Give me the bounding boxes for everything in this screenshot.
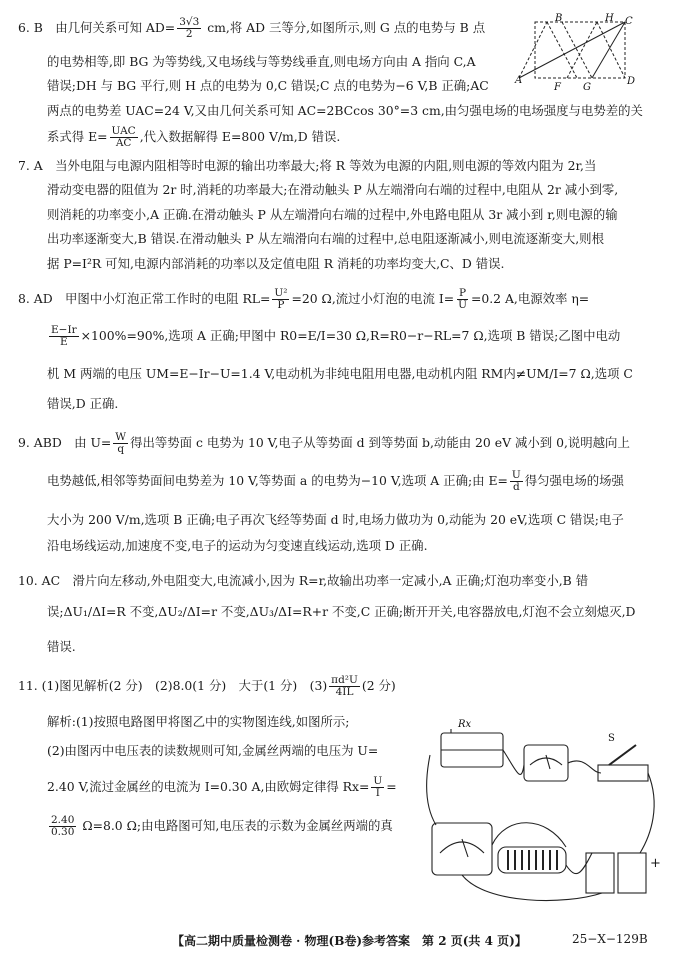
fraction [110,126,138,149]
answer-11-line-2: 解析:(1)按照电路图甲将图乙中的实物图连线,如图所示; [47,714,350,729]
fraction [49,325,79,348]
text-segment: (2 分) [361,678,396,693]
fraction-numerator: UAC [111,125,136,137]
answer-8-line-1 [18,288,589,311]
answer-7-line-5: 据 P=I²R 可知,电源内部消耗的功率以及定值电阻 R 消耗的功率均变大,C、D 错误. [47,256,505,271]
text-segment: ,代入数据解得 E=800 V/m,D 错误. [139,129,341,144]
fraction-numerator: U² [274,287,288,299]
answer-6-line-4: 两点的电势差 UAC=24 V,又由几何关系可知 AC=2BCcos 30°=3 cm,由匀强电场的电场强度与电势差的关 [47,103,643,118]
text-segment: =0.2 A,电源效率 η= [470,291,590,306]
text-segment: 2.40 V,流过金属丝的电流为 I=0.30 A,由欧姆定律得 Rx= [47,779,370,794]
circuit-apparatus-figure [426,715,661,915]
label-rx: Rx [458,719,472,730]
text-segment: 得匀强电场的场强 [524,473,624,488]
answer-8-line-2 [47,325,620,348]
text-segment: ×100%=90%,选项 A 正确;甲图中 R0=E/I=30 Ω,R=R0−r−RL=7 Ω,选项 B 错误;乙图中电动 [80,328,621,343]
answer-11-line-1 [18,675,396,698]
answer-8-line-4: 错误,D 正确. [47,396,119,411]
answer-9-line-4: 沿电场线运动,加速度不变,电子的运动为匀变速直线运动,选项 D 正确. [47,538,428,553]
answer-6-line-1 [18,17,485,40]
fraction-numerator: E−Ir [51,324,77,336]
label-h: H [605,13,614,24]
answer-11-line-4 [47,776,397,799]
fraction-numerator: 3√3 [179,16,200,28]
fraction [456,288,469,311]
answer-7-line-3: 则消耗的功率变小,A 正确.在滑动触头 P 从左端滑向右端的过程中,外电路电阻从 3r 减小到 r,则电源的输 [47,207,618,222]
fraction-denominator: q [117,443,125,455]
text-segment: Ω=8.0 Ω;由电路图可知,电压表的示数为金属丝两端的真 [78,818,393,833]
fraction [272,288,289,311]
fraction-numerator: U [373,775,383,787]
equipotential-diagram [517,12,642,92]
fraction [49,815,76,838]
page-footer-code: 25−X−129B [572,932,648,946]
label-d: D [627,76,636,87]
fraction [371,776,384,799]
fraction-denominator: 4IL [335,686,354,698]
answer-6-line-2: 的电势相等,即 BG 为等势线,又电场线与等势线垂直,则电场方向由 A 指向 C,A [47,54,476,69]
answer-9-line-2 [47,470,624,493]
fraction-numerator: W [115,431,127,443]
fraction-denominator: 2 [185,28,193,40]
answer-10-line-3: 错误. [47,639,76,654]
fraction [510,470,523,493]
answer-9-line-1 [18,432,630,455]
fraction-denominator: E [59,336,68,348]
text-segment: 得出等势面 c 电势为 10 V,电子从等势面 d 到等势面 b,动能由 20 eV 减小到 0,说明越向上 [130,435,630,450]
answer-7-line-1: 7. A 当外电阻与电源内阻相等时电源的输出功率最大;将 R 等效为电源的内阻,则电源的等效内阻为 2r,当 [18,158,597,173]
text-segment: 11. (1)图见解析(2 分) (2)8.0(1 分) 大于(1 分) (3) [18,678,328,693]
fraction-denominator: P [277,299,285,311]
answer-10-line-2: 误;ΔU₁/ΔI=R 不变,ΔU₂/ΔI=r 不变,ΔU₃/ΔI=R+r 不变,C 正确;断开开关,电容器放电,灯泡不会立刻熄灭,D [47,604,636,619]
label-g: G [583,82,591,93]
fraction [329,675,360,698]
answer-7-line-4: 出功率逐渐变大,B 错误.在滑动触头 P 从左端滑向右端的过程中,总电阻逐渐减小,则电流逐渐变大,则根 [47,231,604,246]
answer-9-line-3: 大小为 200 V/m,选项 B 正确;电子再次飞经等势面 d 时,电场力做功为 0,动能为 20 eV,选项 C 错误;电子 [47,512,624,527]
fraction-denominator: I [375,787,380,799]
page-footer-title: 【高二期中质量检测卷 · 物理(B卷)参考答案 第 2 页(共 4 页)】 [172,934,527,948]
text-segment: 9. ABD 由 U= [18,435,112,450]
answer-7-line-2: 滑动变电器的阻值为 2r 时,消耗的功率最大;在滑动触头 P 从左端滑向右端的过程中,电阻从 2r 减小到零, [47,182,619,197]
fraction-numerator: 2.40 [51,814,75,826]
answer-11-line-5 [47,815,393,838]
fraction [177,17,201,40]
text-segment: 电势越低,相邻等势面间电势差为 10 V,等势面 a 的电势为−10 V,选项 A 正确;由 E= [47,473,508,488]
fraction-denominator: 0.30 [51,826,75,838]
answer-6-line-5 [47,126,340,149]
answer-11-line-3: (2)由图丙中电压表的读数规则可知,金属丝两端的电压为 U= [47,743,379,758]
text-segment: = [386,779,397,794]
label-s: S [608,733,615,744]
fraction-denominator: AC [115,137,132,149]
label-b: B [555,13,563,24]
label-a: A [515,75,523,86]
label-plus: + [650,856,661,871]
answer-10-line-1: 10. AC 滑片向左移动,外电阻变大,电流减小,因为 R=r,故输出功率一定减小,A 正确;灯泡功率变小,B 错 [18,573,589,588]
fraction [113,432,128,455]
fraction-numerator: U [511,469,521,481]
text-segment: cm,将 AD 三等分,如图所示,则 G 点的电势与 B 点 [203,20,486,35]
answer-8-line-3: 机 M 两端的电压 UM=E−Ir−U=1.4 V,电动机为非纯电阻用电器,电动机内阻 RM内≠UM/I=7 Ω,选项 C [47,366,633,381]
text-segment: 8. AD 甲图中小灯泡正常工作时的电阻 RL= [18,291,271,306]
fraction-numerator: P [458,287,467,299]
text-segment: 系式得 E= [47,129,108,144]
answer-6-line-3: 错误;DH 与 BG 平行,则 H 点的电势为 0,C 错误;C 点的电势为−6 V,B 正确;AC [47,78,489,93]
fraction-denominator: U [458,299,467,311]
label-c: C [625,16,633,27]
label-f: F [554,82,561,93]
text-segment: 6. B 由几何关系可知 AD= [18,20,176,35]
fraction-numerator: πd²U [331,674,358,686]
fraction-denominator: d [512,481,520,493]
text-segment: =20 Ω,流过小灯泡的电流 I= [291,291,455,306]
